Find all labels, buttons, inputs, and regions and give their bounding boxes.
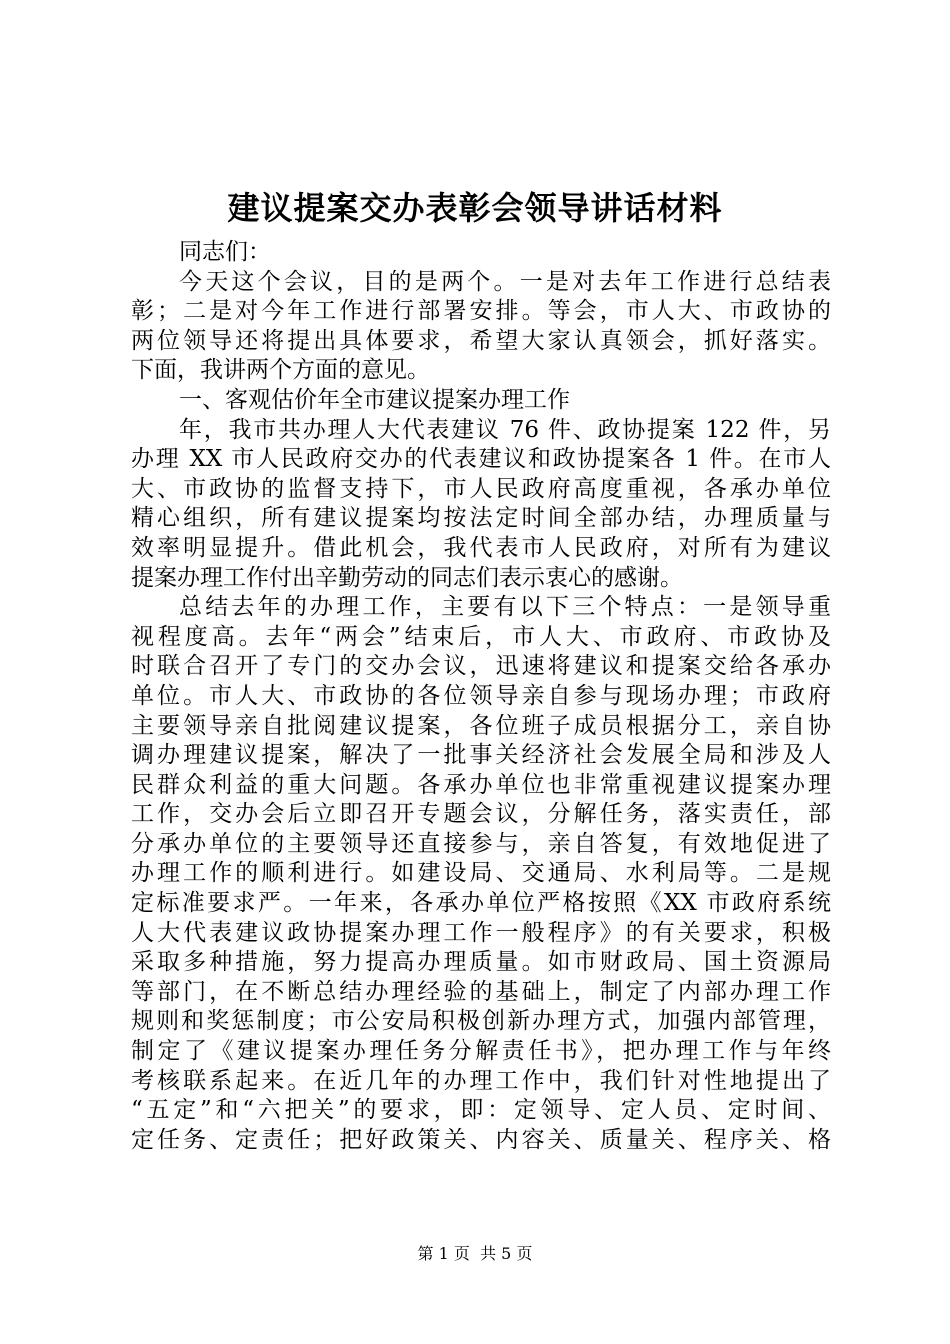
paragraph-line: 大、市政协的监督支持下，市人民政府高度重视，各承办单位	[131, 475, 831, 502]
paragraph-line: 分承办单位的主要领导还直接参与，亲自答复，有效地促进了	[131, 830, 831, 857]
page-number-footer: 第 1 页 共 5 页	[417, 1244, 533, 1263]
document-body	[131, 238, 831, 1155]
paragraph-line: 制定了《建议提案办理任务分解责任书》，把办理工作与年终	[131, 1038, 831, 1065]
paragraph-line: 等部门，在不断总结办理经验的基础上，制定了内部办理工作	[131, 978, 831, 1005]
section-heading: 一、客观估价年全市建议提案办理工作	[179, 386, 570, 413]
paragraph-line: 彰；二是对今年工作进行部署安排。等会，市人大、市政协的	[131, 298, 831, 325]
paragraph-line: 总结去年的办理工作，主要有以下三个特点：一是领导重	[179, 594, 831, 621]
paragraph-line: 人大代表建议政协提案办理工作一般程序》的有关要求，积极	[131, 919, 831, 946]
paragraph-line: 时联合召开了专门的交办会议，迅速将建议和提案交给各承办	[131, 653, 831, 680]
paragraph-line: 主要领导亲自批阅建议提案，各位班子成员根据分工，亲自协	[131, 712, 831, 739]
paragraph-line: 定任务、定责任；把好政策关、内容关、质量关、程序关、格	[131, 1126, 831, 1153]
paragraph-line: 两位领导还将提出具体要求，希望大家认真领会，抓好落实。	[131, 327, 831, 354]
paragraph-line: 工作，交办会后立即召开专题会议，分解任务，落实责任，部	[131, 801, 831, 828]
paragraph-line: 调办理建议提案，解决了一批事关经济社会发展全局和涉及人	[131, 742, 831, 769]
paragraph-line: 定标准要求严。一年来，各承办单位严格按照《XX 市政府系统	[131, 890, 831, 917]
paragraph-line: 办理 XX 市人民政府交办的代表建议和政协提案各 1 件。在市人	[131, 446, 831, 473]
paragraph-line: 规则和奖惩制度；市公安局积极创新办理方式，加强内部管理，	[131, 1008, 831, 1035]
paragraph-line: 民群众利益的重大问题。各承办单位也非常重视建议提案办理	[131, 771, 831, 798]
paragraph-line: 效率明显提升。借此机会，我代表市人民政府，对所有为建议	[131, 534, 831, 561]
paragraph-line: 采取多种措施，努力提高办理质量。如市财政局、国土资源局	[131, 949, 831, 976]
paragraph-line: 年，我市共办理人大代表建议 76 件、政协提案 122 件，另	[179, 416, 831, 443]
paragraph-line: 精心组织，所有建议提案均按法定时间全部办结，办理质量与	[131, 505, 831, 532]
paragraph-line: “五定”和“六把关”的要求，即：定领导、定人员、定时间、	[131, 1097, 831, 1124]
paragraph-line: 考核联系起来。在近几年的办理工作中，我们针对性地提出了	[131, 1067, 831, 1094]
paragraph-line: 视程度高。去年“两会”结束后，市人大、市政府、市政协及	[131, 623, 831, 650]
paragraph-line: 今天这个会议，目的是两个。一是对去年工作进行总结表	[179, 268, 831, 295]
salutation-line: 同志们：	[179, 239, 271, 265]
paragraph-line: 下面，我讲两个方面的意见。	[131, 357, 430, 384]
paragraph-line: 单位。市人大、市政协的各位领导亲自参与现场办理；市政府	[131, 682, 831, 709]
document-title: 建议提案交办表彰会领导讲话材料	[227, 189, 723, 227]
paragraph-line: 提案办理工作付出辛勤劳动的同志们表示衷心的感谢。	[131, 564, 683, 591]
paragraph-line: 办理工作的顺利进行。如建设局、交通局、水利局等。二是规	[131, 860, 831, 887]
